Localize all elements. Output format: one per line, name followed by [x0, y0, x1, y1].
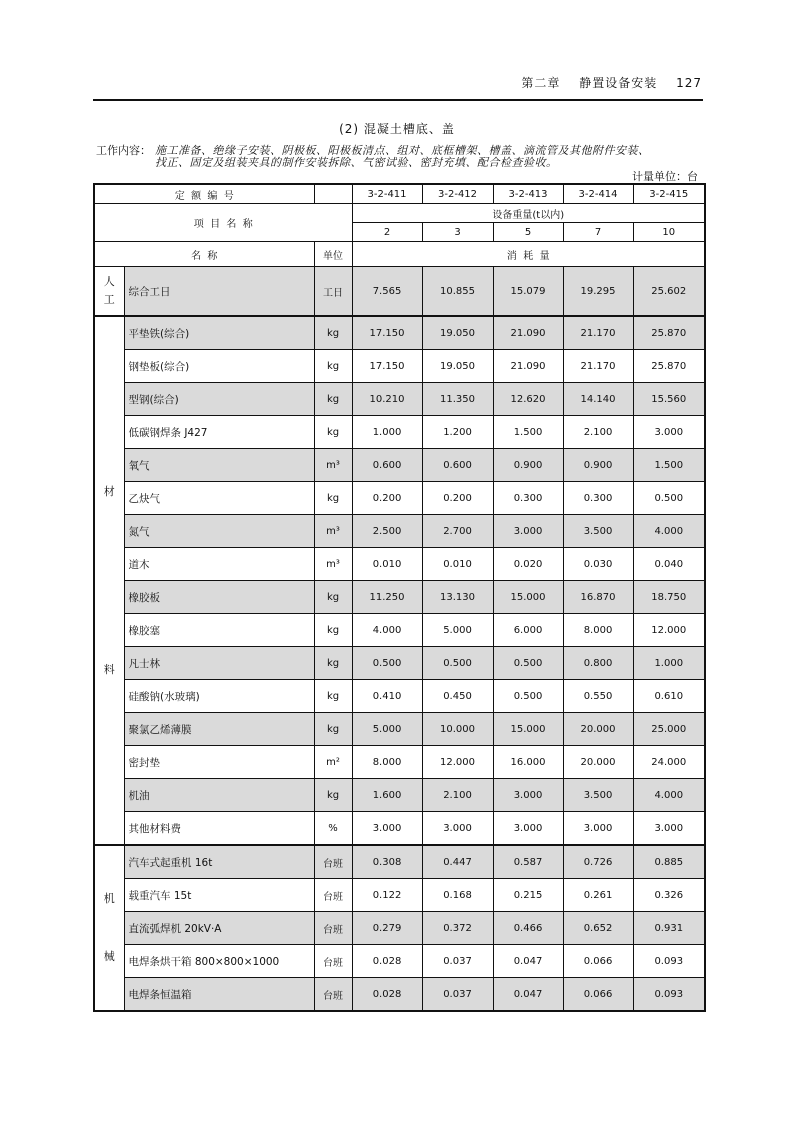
item-name: 直流弧焊机 20kV·A: [124, 912, 314, 945]
value-cell: 0.326: [633, 879, 705, 912]
value-cell: 10.000: [422, 713, 493, 746]
value-cell: 0.885: [633, 845, 705, 879]
value-cell: 0.037: [422, 978, 493, 1012]
value-cell: 14.140: [563, 383, 633, 416]
value-cell: 2.700: [422, 515, 493, 548]
value-cell: 0.652: [563, 912, 633, 945]
category-char: 料: [103, 662, 115, 676]
value-cell: 3.500: [563, 515, 633, 548]
value-cell: 15.560: [633, 383, 705, 416]
value-cell: 0.500: [422, 647, 493, 680]
value-cell: 0.066: [563, 978, 633, 1012]
value-cell: 0.020: [493, 548, 563, 581]
work-content-text: 施工准备、绝缘子安装、阴极板、阳极板清点、组对、底框槽架、槽盖、滴流管及其他附件安装、找正、固定及组装夹具的制作安装拆除、气密试验、密封充填、配合检查验收。: [155, 144, 650, 169]
item-unit: 台班: [314, 879, 352, 912]
item-name-label: 项 目 名 称: [94, 204, 352, 242]
item-name: 钢垫板(综合): [124, 350, 314, 383]
value-cell: 1.200: [422, 416, 493, 449]
item-name: 聚氯乙烯薄膜: [124, 713, 314, 746]
value-cell: 3.000: [352, 812, 422, 846]
value-cell: 8.000: [563, 614, 633, 647]
item-unit: kg: [314, 647, 352, 680]
item-name: 机油: [124, 779, 314, 812]
value-cell: 0.600: [422, 449, 493, 482]
value-cell: 0.040: [633, 548, 705, 581]
value-cell: 0.037: [422, 945, 493, 978]
value-cell: 16.000: [493, 746, 563, 779]
table-row: [94, 383, 705, 416]
value-cell: 10.855: [422, 267, 493, 317]
category-cell: [94, 267, 124, 317]
value-cell: 19.050: [422, 316, 493, 350]
page-title: (2) 混凝土槽底、盖: [339, 122, 455, 136]
table-row: [94, 647, 705, 680]
table-row: [94, 316, 705, 350]
value-cell: 0.447: [422, 845, 493, 879]
value-cell: 7.565: [352, 267, 422, 317]
item-unit: m³: [314, 548, 352, 581]
value-cell: 21.090: [493, 350, 563, 383]
page-header: [507, 74, 702, 91]
value-cell: 19.050: [422, 350, 493, 383]
value-cell: 1.000: [352, 416, 422, 449]
item-unit: kg: [314, 383, 352, 416]
value-cell: 0.600: [352, 449, 422, 482]
item-unit: kg: [314, 779, 352, 812]
item-name: 电焊条恒温箱: [124, 978, 314, 1012]
item-unit: 台班: [314, 978, 352, 1012]
value-cell: 5.000: [352, 713, 422, 746]
unit-label: 计量单位：台: [632, 170, 698, 183]
value-cell: 0.500: [352, 647, 422, 680]
value-cell: 25.000: [633, 713, 705, 746]
item-name: 平垫铁(综合): [124, 316, 314, 350]
unit-column-header: 单位: [314, 242, 352, 267]
category-cell: [94, 316, 124, 845]
value-cell: 0.726: [563, 845, 633, 879]
value-cell: 0.450: [422, 680, 493, 713]
item-unit: kg: [314, 614, 352, 647]
value-cell: 3.000: [563, 812, 633, 846]
table-row: [94, 614, 705, 647]
value-cell: 1.500: [493, 416, 563, 449]
item-name: 综合工日: [124, 267, 314, 317]
value-cell: 5.000: [422, 614, 493, 647]
value-cell: 0.028: [352, 945, 422, 978]
value-cell: 0.410: [352, 680, 422, 713]
value-cell: 8.000: [352, 746, 422, 779]
item-name: 橡胶塞: [124, 614, 314, 647]
item-name: 电焊条烘干箱 800×800×1000: [124, 945, 314, 978]
table-row: [94, 482, 705, 515]
value-cell: 0.010: [352, 548, 422, 581]
category-char: 材: [103, 484, 115, 498]
value-cell: 10.210: [352, 383, 422, 416]
item-unit: kg: [314, 713, 352, 746]
code-cell: 3-2-415: [633, 184, 705, 204]
table-row: [94, 350, 705, 383]
value-cell: 4.000: [633, 779, 705, 812]
value-cell: 3.000: [633, 812, 705, 846]
value-cell: 3.000: [493, 812, 563, 846]
weight-cell: 3: [422, 223, 493, 242]
value-cell: 25.870: [633, 350, 705, 383]
table-row: [94, 945, 705, 978]
value-cell: 0.500: [633, 482, 705, 515]
table-row: [94, 978, 705, 1012]
weight-cell: 2: [352, 223, 422, 242]
value-cell: 3.000: [493, 515, 563, 548]
item-unit: kg: [314, 581, 352, 614]
code-cell: 3-2-413: [493, 184, 563, 204]
value-cell: 0.047: [493, 978, 563, 1012]
table-row: [94, 779, 705, 812]
item-unit: kg: [314, 482, 352, 515]
item-unit: 工日: [314, 267, 352, 317]
value-cell: 21.170: [563, 316, 633, 350]
item-unit: kg: [314, 316, 352, 350]
value-cell: 17.150: [352, 316, 422, 350]
item-unit: kg: [314, 350, 352, 383]
value-cell: 24.000: [633, 746, 705, 779]
value-cell: 0.279: [352, 912, 422, 945]
value-cell: 3.000: [633, 416, 705, 449]
chapter-label: 第二章: [521, 76, 561, 90]
item-unit: kg: [314, 680, 352, 713]
table-row: [94, 713, 705, 746]
item-name: 其他材料费: [124, 812, 314, 846]
item-unit: 台班: [314, 945, 352, 978]
value-cell: 16.870: [563, 581, 633, 614]
value-cell: 13.130: [422, 581, 493, 614]
page-number: 127: [676, 76, 702, 90]
item-name: 汽车式起重机 16t: [124, 845, 314, 879]
value-cell: 3.500: [563, 779, 633, 812]
table-row: [94, 515, 705, 548]
weight-cell: 5: [493, 223, 563, 242]
value-cell: 3.000: [422, 812, 493, 846]
value-cell: 0.900: [493, 449, 563, 482]
table-row: [94, 680, 705, 713]
value-cell: 15.000: [493, 713, 563, 746]
value-cell: 0.030: [563, 548, 633, 581]
value-cell: 0.610: [633, 680, 705, 713]
value-cell: 20.000: [563, 746, 633, 779]
item-unit: kg: [314, 416, 352, 449]
item-name: 氧气: [124, 449, 314, 482]
code-cell: 3-2-412: [422, 184, 493, 204]
category-char: 人: [103, 275, 115, 288]
code-cell: 3-2-414: [563, 184, 633, 204]
item-name: 型钢(综合): [124, 383, 314, 416]
quota-table: [93, 183, 706, 1012]
item-unit: 台班: [314, 912, 352, 945]
item-unit: %: [314, 812, 352, 846]
value-cell: 19.295: [563, 267, 633, 317]
item-name: 道木: [124, 548, 314, 581]
work-content: [96, 145, 656, 169]
quota-number-label: 定 额 编 号: [94, 184, 314, 204]
item-name: 载重汽车 15t: [124, 879, 314, 912]
item-name: 凡士林: [124, 647, 314, 680]
item-name: 密封垫: [124, 746, 314, 779]
value-cell: 0.550: [563, 680, 633, 713]
value-cell: 11.250: [352, 581, 422, 614]
weight-label: 设备重量(t以内): [352, 204, 705, 223]
value-cell: 1.500: [633, 449, 705, 482]
section-label: 静置设备安装: [579, 76, 658, 90]
value-cell: 0.066: [563, 945, 633, 978]
value-cell: 0.500: [493, 680, 563, 713]
value-cell: 21.170: [563, 350, 633, 383]
item-name: 橡胶板: [124, 581, 314, 614]
value-cell: 0.900: [563, 449, 633, 482]
value-cell: 0.010: [422, 548, 493, 581]
value-cell: 11.350: [422, 383, 493, 416]
table-row: [94, 581, 705, 614]
value-cell: 6.000: [493, 614, 563, 647]
weight-cell: 7: [563, 223, 633, 242]
value-cell: 0.800: [563, 647, 633, 680]
value-cell: 0.093: [633, 978, 705, 1012]
item-name: 氮气: [124, 515, 314, 548]
value-cell: 0.093: [633, 945, 705, 978]
table-row: [94, 812, 705, 846]
value-cell: 3.000: [493, 779, 563, 812]
value-cell: 25.870: [633, 316, 705, 350]
value-cell: 0.931: [633, 912, 705, 945]
item-name: 低碳钢焊条 J427: [124, 416, 314, 449]
value-cell: 15.000: [493, 581, 563, 614]
name-column-header: 名 称: [94, 242, 314, 267]
work-content-label: 工作内容：: [96, 144, 151, 157]
value-cell: 1.000: [633, 647, 705, 680]
table-row: [94, 912, 705, 945]
value-cell: 0.300: [563, 482, 633, 515]
item-unit: m³: [314, 449, 352, 482]
table-row: [94, 267, 705, 317]
table-row: [94, 879, 705, 912]
value-cell: 0.466: [493, 912, 563, 945]
table-row: [94, 416, 705, 449]
category-char: 械: [103, 950, 115, 963]
value-cell: 0.300: [493, 482, 563, 515]
table-row: [94, 746, 705, 779]
header-rule: [93, 99, 703, 101]
category-char: 机: [103, 892, 115, 905]
weight-cell: 10: [633, 223, 705, 242]
value-cell: 0.261: [563, 879, 633, 912]
value-cell: 0.587: [493, 845, 563, 879]
consumption-header: 消 耗 量: [352, 242, 705, 267]
value-cell: 0.308: [352, 845, 422, 879]
item-unit: 台班: [314, 845, 352, 879]
value-cell: 15.079: [493, 267, 563, 317]
value-cell: 25.602: [633, 267, 705, 317]
value-cell: 0.047: [493, 945, 563, 978]
category-char: 工: [103, 293, 115, 306]
value-cell: 20.000: [563, 713, 633, 746]
value-cell: 0.215: [493, 879, 563, 912]
value-cell: 2.100: [422, 779, 493, 812]
value-cell: 0.028: [352, 978, 422, 1012]
value-cell: 0.168: [422, 879, 493, 912]
value-cell: 0.200: [352, 482, 422, 515]
value-cell: 18.750: [633, 581, 705, 614]
value-cell: 4.000: [633, 515, 705, 548]
value-cell: 2.500: [352, 515, 422, 548]
category-cell: [94, 845, 124, 1011]
value-cell: 17.150: [352, 350, 422, 383]
value-cell: 1.600: [352, 779, 422, 812]
value-cell: 4.000: [352, 614, 422, 647]
value-cell: 2.100: [563, 416, 633, 449]
value-cell: 12.620: [493, 383, 563, 416]
item-unit: m²: [314, 746, 352, 779]
code-cell: 3-2-411: [352, 184, 422, 204]
value-cell: 0.500: [493, 647, 563, 680]
value-cell: 21.090: [493, 316, 563, 350]
value-cell: 12.000: [422, 746, 493, 779]
value-cell: 12.000: [633, 614, 705, 647]
item-name: 乙炔气: [124, 482, 314, 515]
value-cell: 0.200: [422, 482, 493, 515]
item-name: 硅酸钠(水玻璃): [124, 680, 314, 713]
table-row: [94, 548, 705, 581]
table-row: [94, 449, 705, 482]
value-cell: 0.122: [352, 879, 422, 912]
value-cell: 0.372: [422, 912, 493, 945]
table-row: [94, 845, 705, 879]
item-unit: m³: [314, 515, 352, 548]
